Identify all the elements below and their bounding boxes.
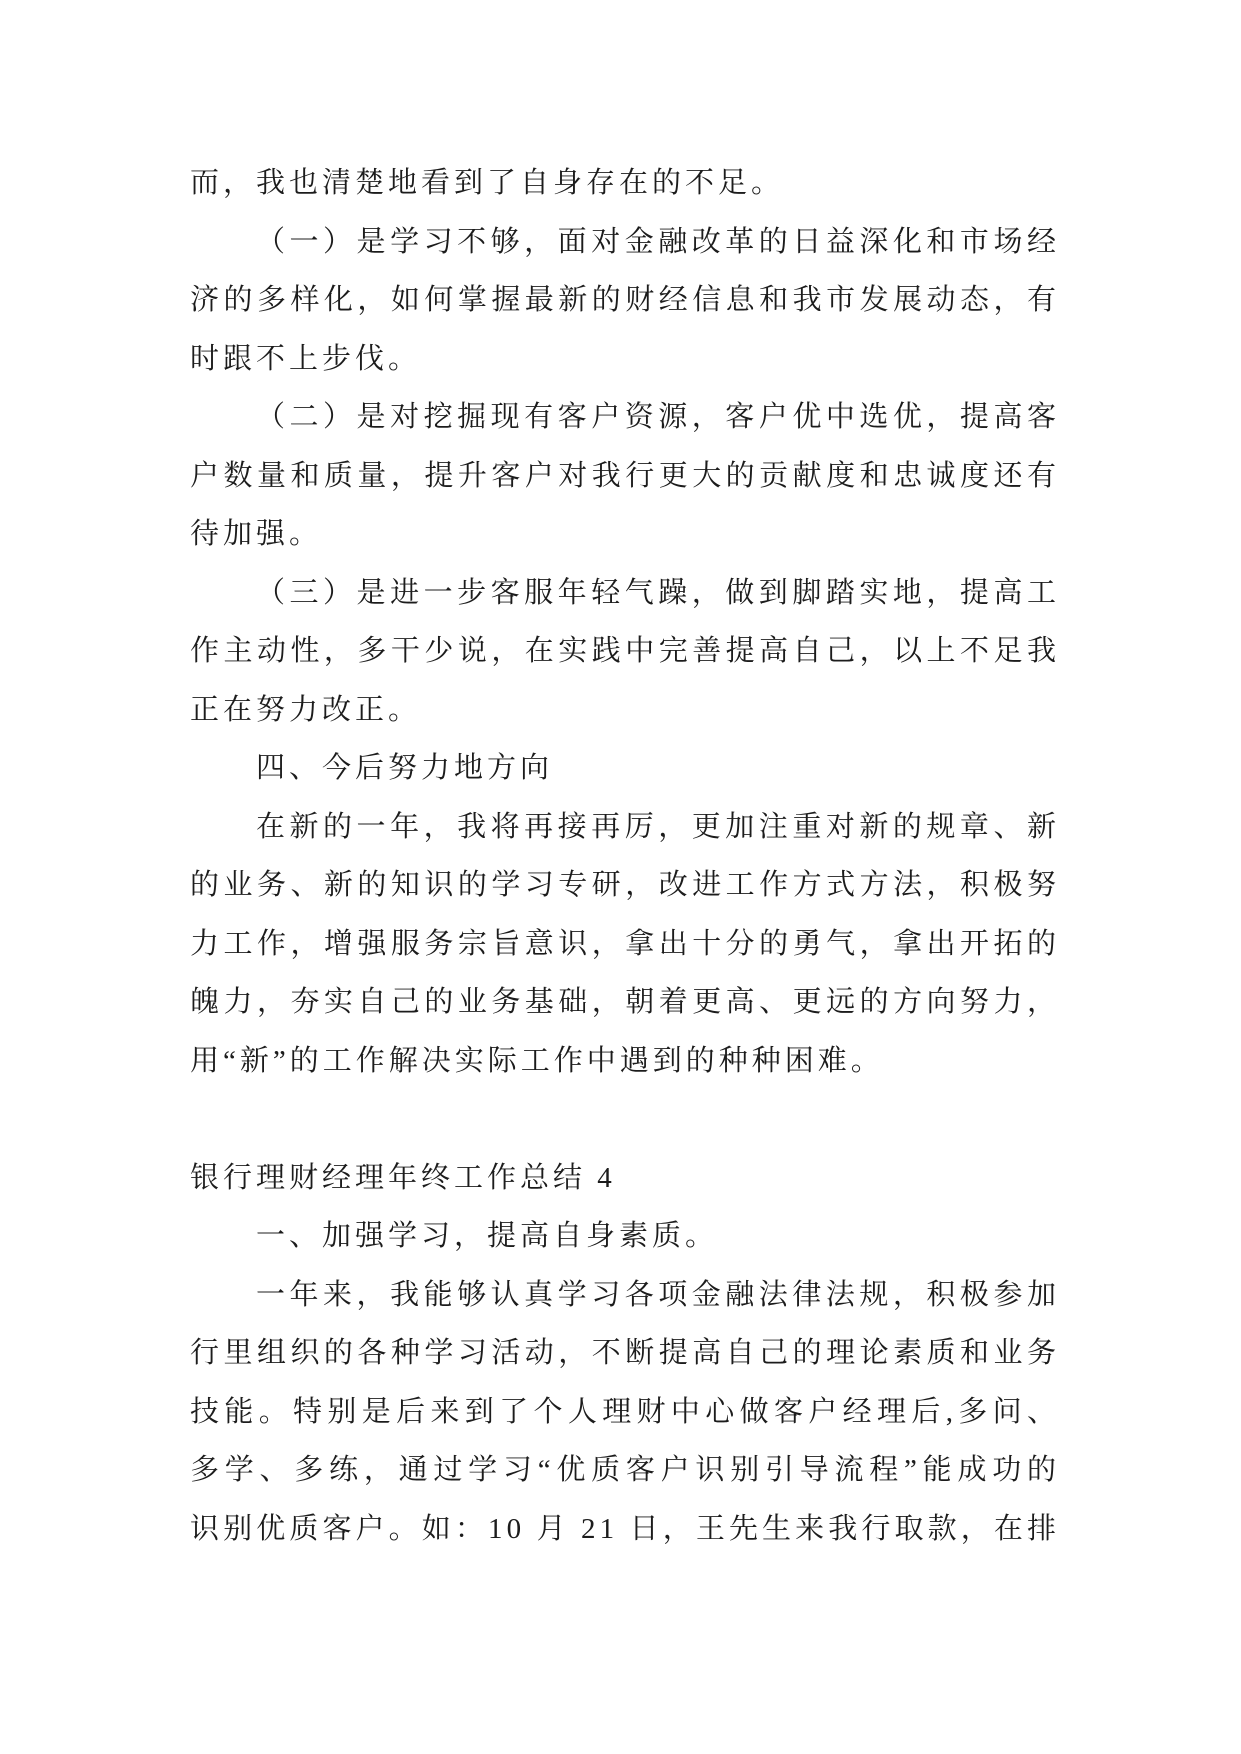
text-line: （一）是学习不够，面对金融改革的日益深化和市场经 xyxy=(256,225,1061,258)
text-line: 技能。特别是后来到了个人理财中心做客户经理后,多问、 xyxy=(190,1395,1062,1428)
paragraph xyxy=(190,213,1061,389)
text-line: 的业务、新的知识的学习专研，改进工作方式方法，积极努 xyxy=(190,869,1061,901)
text-line: 而，我也清楚地看到了自身存在的不足。 xyxy=(190,167,785,199)
text-line: 时跟不上步伐。 xyxy=(190,342,422,375)
paragraph xyxy=(190,388,1061,564)
document-body xyxy=(190,154,1062,1558)
text-line: 四、今后努力地方向 xyxy=(256,752,554,784)
text-line: 行里组织的各种学习活动，不断提高自己的理论素质和业务 xyxy=(190,1337,1061,1369)
paragraph-heading xyxy=(190,739,1056,798)
text-line: 作主动性，多干少说，在实践中完善提高自己，以上不足我 xyxy=(190,635,1061,667)
text-line: 力工作，增强服务宗旨意识，拿出十分的勇气，拿出开拓的 xyxy=(190,927,1061,960)
text-line: 一年来，我能够认真学习各项金融法律法规，积极参加 xyxy=(256,1278,1061,1311)
text-line: （三）是进一步客服年轻气躁，做到脚踏实地，提高工 xyxy=(256,576,1061,609)
text-line: 魄力，夯实自己的业务基础，朝着更高、更远的方向努力， xyxy=(190,986,1061,1018)
text-line: 正在努力改正。 xyxy=(190,693,422,726)
paragraph-heading xyxy=(190,1207,1056,1266)
text-line: 用“新”的工作解决实际工作中遇到的种种困难。 xyxy=(190,1044,884,1077)
text-line: 在新的一年，我将再接再厉，更加注重对新的规章、新 xyxy=(256,810,1061,843)
section-title: 银行理财经理年终工作总结 4 xyxy=(190,1161,616,1194)
text-line: （二）是对挖掘现有客户资源，客户优中选优，提高客 xyxy=(256,401,1061,433)
text-line: 济的多样化，如何掌握最新的财经信息和我市发展动态，有 xyxy=(190,284,1061,316)
paragraph xyxy=(190,798,1061,1091)
text-line: 多学、多练，通过学习“优质客户识别引导流程”能成功的 xyxy=(190,1454,1062,1486)
text-line: 待加强。 xyxy=(190,518,323,550)
text-line: 户数量和质量，提升客户对我行更大的贡献度和忠诚度还有 xyxy=(190,459,1061,492)
paragraph xyxy=(190,1266,1062,1559)
text-line: 一、加强学习，提高自身素质。 xyxy=(256,1220,719,1252)
paragraph xyxy=(190,564,1061,740)
text-line: 识别优质客户。如：10 月 21 日，王先生来我行取款，在排 xyxy=(190,1512,1061,1545)
paragraph xyxy=(190,154,1056,213)
